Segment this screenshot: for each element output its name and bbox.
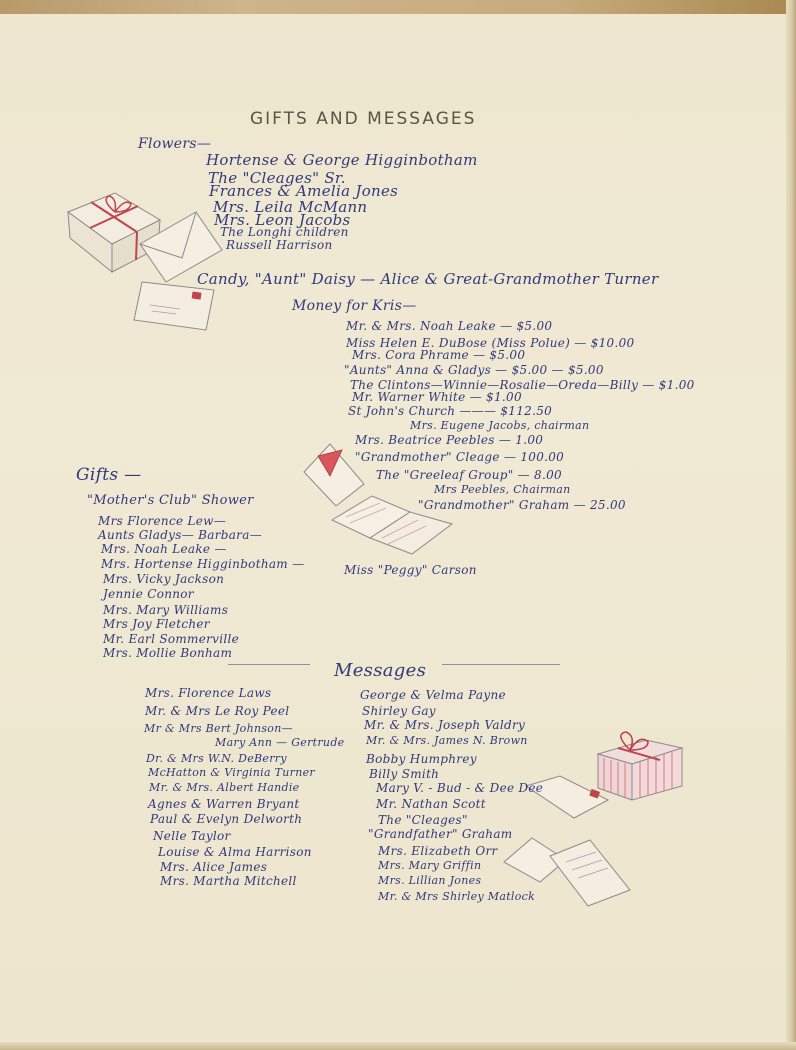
- flowers-item: The "Cleages" Sr.: [208, 169, 346, 187]
- messages-heading: Messages: [334, 660, 427, 681]
- messages-left-item: Mr. & Mrs. Albert Handie: [149, 781, 300, 794]
- money-item: Miss Helen E. DuBose (Miss Polue) — $10.00: [346, 336, 635, 350]
- gift-box-drawing-right: [598, 732, 682, 800]
- gifts-item: Mrs Joy Fletcher: [103, 617, 210, 631]
- messages-left-item: Agnes & Warren Bryant: [148, 797, 300, 811]
- gifts-item: Jennie Connor: [103, 587, 194, 601]
- money-item: Mr. Warner White — $1.00: [352, 390, 522, 404]
- messages-right-item: Mr. & Mrs. James N. Brown: [366, 734, 528, 747]
- gifts-item: Mrs. Mollie Bonham: [103, 646, 233, 660]
- money-item: "Aunts" Anna & Gladys — $5.00 — $5.00: [344, 363, 604, 377]
- money-item: "Grandmother" Cleage — 100.00: [355, 450, 565, 464]
- money-item: Mrs. Cora Phrame — $5.00: [352, 348, 526, 362]
- money-item: Mrs. Beatrice Peebles — 1.00: [355, 433, 544, 447]
- flowers-item: The Longhi children: [220, 225, 349, 239]
- flowers-item: Frances & Amelia Jones: [209, 182, 399, 200]
- flowers-item: Mrs. Leon Jacobs: [214, 211, 351, 229]
- messages-left-item: Mrs. Alice James: [160, 860, 268, 874]
- messages-left-item: Mrs. Martha Mitchell: [160, 874, 297, 888]
- messages-left-item: Mr & Mrs Bert Johnson—: [144, 722, 293, 735]
- messages-left-item: Mr. & Mrs Le Roy Peel: [145, 704, 290, 718]
- messages-right-item: Mr. & Mrs Shirley Matlock: [378, 890, 536, 903]
- gifts-shower: "Mother's Club" Shower: [87, 493, 254, 508]
- gifts-item: Mrs. Noah Leake —: [101, 542, 227, 556]
- messages-right-item: Mrs. Lillian Jones: [378, 874, 482, 887]
- gifts-item: Mrs. Vicky Jackson: [103, 572, 225, 586]
- messages-right-item: George & Velma Payne: [360, 688, 506, 702]
- messages-right-item: Mrs. Elizabeth Orr: [378, 844, 498, 858]
- money-item: The "Greeleaf Group" — 8.00: [376, 468, 562, 482]
- candy-line: Candy, "Aunt" Daisy — Alice & Great-Grandmother Turner: [197, 270, 659, 288]
- messages-left-item: Paul & Evelyn Delworth: [150, 812, 303, 826]
- money-item: Mrs Peebles, Chairman: [434, 483, 571, 496]
- money-item: St John's Church ——— $112.50: [348, 404, 553, 418]
- gifts-heading: Gifts —: [76, 465, 142, 485]
- messages-right-item: Mary V. - Bud - & Dee Dee: [376, 781, 544, 795]
- gifts-item: Mr. Earl Sommerville: [103, 632, 240, 646]
- messages-right-item: Mrs. Mary Griffin: [378, 859, 482, 872]
- flowers-item: Mrs. Leila McMann: [213, 198, 368, 216]
- messages-right-item: "Grandfather" Graham: [368, 827, 513, 841]
- gifts-item: Mrs Florence Lew—: [98, 514, 227, 528]
- messages-left-item: Nelle Taylor: [153, 829, 231, 843]
- messages-right-item: Shirley Gay: [362, 704, 436, 718]
- gift-box-drawing-top-left: [68, 193, 160, 272]
- messages-rule-left: [228, 664, 310, 665]
- messages-right-item: Mr. & Mrs. Joseph Valdry: [364, 718, 526, 732]
- messages-left-item: McHatton & Virginia Turner: [148, 766, 315, 779]
- messages-left-item: Mary Ann — Gertrude: [215, 736, 345, 749]
- messages-right-item: Mr. Nathan Scott: [376, 797, 486, 811]
- letter-drawing-top-left: [134, 282, 214, 330]
- flowers-heading: Flowers—: [138, 136, 212, 152]
- flowers-item: Hortense & George Higginbotham: [206, 151, 478, 169]
- messages-left-item: Louise & Alma Harrison: [158, 845, 312, 859]
- messages-rule-right: [442, 664, 560, 665]
- money-heading: Money for Kris—: [292, 298, 417, 314]
- gifts-extra: Miss "Peggy" Carson: [344, 563, 477, 577]
- money-item: Mrs. Eugene Jacobs, chairman: [410, 419, 590, 432]
- gifts-item: Mrs. Mary Williams: [103, 603, 229, 617]
- gifts-item: Mrs. Hortense Higginbotham —: [101, 557, 305, 571]
- messages-right-item: The "Cleages": [378, 813, 468, 827]
- messages-right-item: Billy Smith: [369, 767, 440, 781]
- page-title: GIFTS AND MESSAGES: [250, 109, 477, 129]
- messages-left-item: Dr. & Mrs W.N. DeBerry: [146, 752, 287, 765]
- money-item: Mr. & Mrs. Noah Leake — $5.00: [346, 319, 553, 333]
- messages-left-item: Mrs. Florence Laws: [145, 686, 272, 700]
- messages-right-item: Bobby Humphrey: [366, 752, 477, 766]
- money-item: The Clintons—Winnie—Rosalie—Oreda—Billy — $1.00: [350, 378, 695, 392]
- flowers-item: Russell Harrison: [226, 238, 333, 252]
- money-item: "Grandmother" Graham — 25.00: [418, 498, 626, 512]
- gifts-item: Aunts Gladys— Barbara—: [98, 528, 262, 542]
